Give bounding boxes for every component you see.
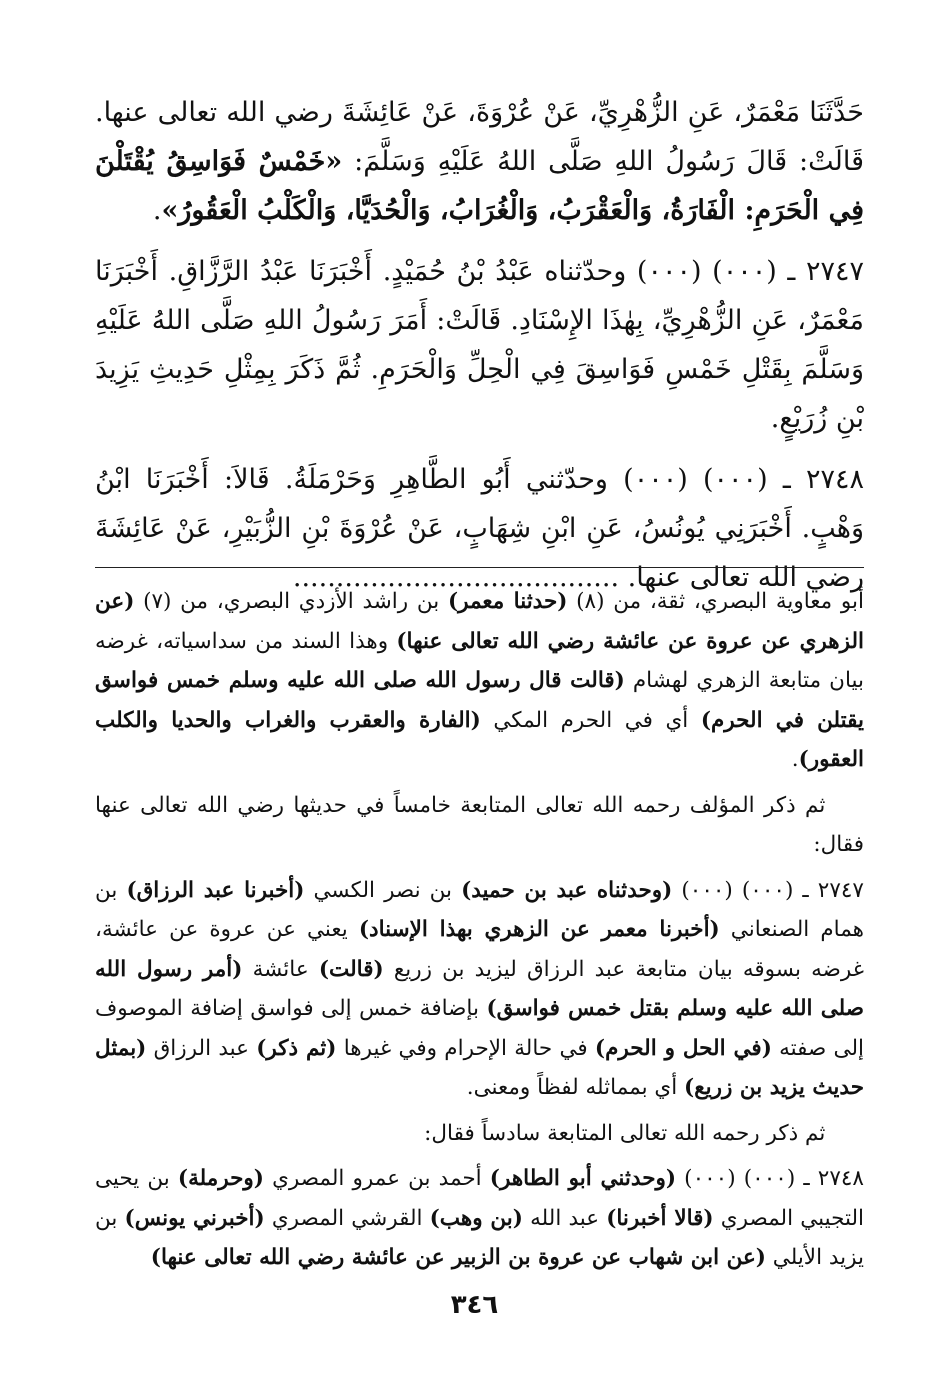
- quoted-text-bold: (قالت قال رسول الله صلى الله عليه وسلم خمس فواسق يقتلن في الحرم): [95, 668, 864, 733]
- commentary-text: بن نصر الكسي: [304, 877, 462, 903]
- commentary-paragraph-4: ثم ذكر رحمه الله تعالى المتابعة سادساً فقال:: [424, 1120, 826, 1146]
- commentary-text: أي في الحرم المكي: [480, 707, 701, 733]
- commentary-paragraph-1: [95, 582, 864, 780]
- commentary-text: أبو معاوية البصري، ثقة، من (٨): [567, 589, 864, 614]
- commentary: [95, 582, 864, 1284]
- commentary-text: بن راشد الأزدي البصري، من (٧): [134, 589, 448, 614]
- commentary-text: وهذا السند من سداسياته، غرضه بيان متابعة الزهري لهشام: [95, 628, 864, 693]
- commentary-text: بن يزيد الأيلي: [95, 1205, 864, 1270]
- commentary-text: ٢٧٤٧ ـ (٠٠٠) (٠٠٠): [672, 877, 864, 903]
- quoted-text-bold: (في الحل و الحرم): [594, 1035, 772, 1061]
- quoted-text-bold: (أخبرنا معمر عن الزهري بهذا الإسناد): [358, 917, 720, 942]
- commentary-paragraph-2747: [95, 871, 864, 1108]
- commentary-text: بن يحيى التجيبي المصري: [95, 1166, 864, 1231]
- quoted-text-bold: (عن الزهري عن عروة عن عائشة رضي الله تعالى عنها): [95, 589, 864, 654]
- quoted-text-bold: (عن ابن شهاب عن عروة بن الزبير عن عائشة رضي الله تعالى عنها): [150, 1245, 766, 1270]
- quoted-text-bold: (بن وهب): [429, 1205, 523, 1231]
- commentary-text: أي بمماثله لفظاً ومعنى.: [466, 1075, 685, 1100]
- hadith-1-end: .: [152, 195, 162, 226]
- commentary-text: بإضافة خمس إلى فواسق إضافة الموصوف إلى صفته: [95, 996, 865, 1061]
- commentary-text: في حالة الإحرام وفي غيرها: [336, 1035, 595, 1061]
- commentary-text: .: [791, 747, 799, 772]
- quoted-text-bold: (أمر رسول الله صلى الله عليه وسلم بقتل خمس فواسق): [95, 956, 864, 1021]
- quoted-text-bold: (وحدثني أبو الطاهر): [489, 1166, 677, 1191]
- commentary-text: القرشي المصري: [264, 1205, 430, 1231]
- quoted-text-bold: (حدثنا معمر): [447, 589, 568, 614]
- commentary-text: عائشة: [242, 956, 319, 982]
- quoted-text-bold: (قالا أخبرنا): [606, 1205, 714, 1231]
- quoted-text-bold: (أخبرني يونس): [124, 1205, 265, 1231]
- quoted-text-bold: (قالت): [318, 956, 384, 982]
- hadith-paragraph-2747: ٢٧٤٧ ـ (٠٠٠) (٠٠٠) وحدّثناه عَبْدُ بْنُ حُمَيْدٍ. أَخْبَرَنَا عَبْدُ الرَّزَّاقِ. أَخْبَرَنَا مَعْمَرٌ، عَنِ الزُّهْرِيِّ، بِهٰذَا الإِسْنَادِ. قَالَتْ: أَمَرَ رَسُولُ اللهِ صَلَّى اللهُ عَلَيْهِ وَسَلَّمَ بِقَتْلِ خَمْسِ فَوَاسِقَ فِي الْحِلِّ وَالْحَرَمِ. ثُمَّ ذَكَرَ بِمِثْلِ حَدِيثِ يَزِيدَ بْنِ زُرَيْعٍ.: [95, 256, 865, 434]
- continuation-dots: ......................................: [292, 562, 620, 593]
- quoted-text-bold: (أخبرنا عبد الرزاق): [126, 877, 305, 903]
- quoted-text-bold: (وحرملة): [177, 1166, 264, 1191]
- hadith-paragraph-1: [95, 88, 864, 235]
- hadith-1-matn: «خَمْسٌ فَوَاسِقُ يُقْتَلْنَ فِي الْحَرَمِ: الْفَارَةُ، وَالْعَقْرَبُ، وَالْغُرَابُ، وَالْحُدَيَّا، وَالْكَلْبُ الْعَقُورُ»: [95, 146, 864, 226]
- commentary-text: يعني عن عروة عن عائشة، غرضه بسوقه بيان متابعة عبد الرزاق ليزيد بن زريع: [95, 917, 864, 982]
- commentary-text: عبد الله: [522, 1205, 607, 1231]
- quoted-text-bold: (الفارة والعقرب والغراب والحديا والكلب العقور): [95, 707, 864, 772]
- hadith-paragraph-2748: [95, 455, 864, 602]
- commentary-text: عبد الرزاق: [146, 1035, 257, 1061]
- commentary-text: بن همام الصنعاني: [95, 877, 864, 942]
- quoted-text-bold: (بمثل حديث يزيد بن زريع): [95, 1035, 864, 1100]
- commentary-text: أحمد بن عمرو المصري: [263, 1166, 490, 1191]
- page-number: ٣٤٦: [450, 1290, 499, 1320]
- main-text: [95, 88, 864, 612]
- hadith-1-text: حَدَّثَنَا مَعْمَرٌ، عَنِ الزُّهْرِيِّ، عَنْ عُرْوَةَ، عَنْ عَائِشَةَ رضي الله تعالى عنها. قَالَتْ: قَالَ رَسُولُ اللهِ صَلَّى اللهُ عَلَيْهِ وَسَلَّمَ:: [95, 97, 864, 177]
- commentary-paragraph-2748: [95, 1159, 864, 1278]
- footnote-divider: [95, 567, 864, 568]
- hadith-2748-text: ٢٧٤٨ ـ (٠٠٠) (٠٠٠) وحدّثني أَبُو الطَّاهِرِ وَحَرْمَلَةُ. قَالاَ: أَخْبَرَنَا ابْنُ وَهْبٍ. أَخْبَرَنِي يُونُسُ، عَنِ ابْنِ شِهَابٍ، عَنْ عُرْوَةَ بْنِ الزُّبَيْرِ، عَنْ عَائِشَةَ رضي الله تعالى عنها.: [95, 464, 864, 593]
- quoted-text-bold: (وحدثناه عبد بن حميد): [461, 877, 673, 903]
- commentary-text: ٢٧٤٨ ـ (٠٠٠) (٠٠٠): [676, 1166, 864, 1191]
- commentary-paragraph-2: ثم ذكر المؤلف رحمه الله تعالى المتابعة خامساً في حديثها رضي الله تعالى عنها فقال:: [95, 792, 864, 857]
- quoted-text-bold: (ثم ذكر): [256, 1035, 337, 1061]
